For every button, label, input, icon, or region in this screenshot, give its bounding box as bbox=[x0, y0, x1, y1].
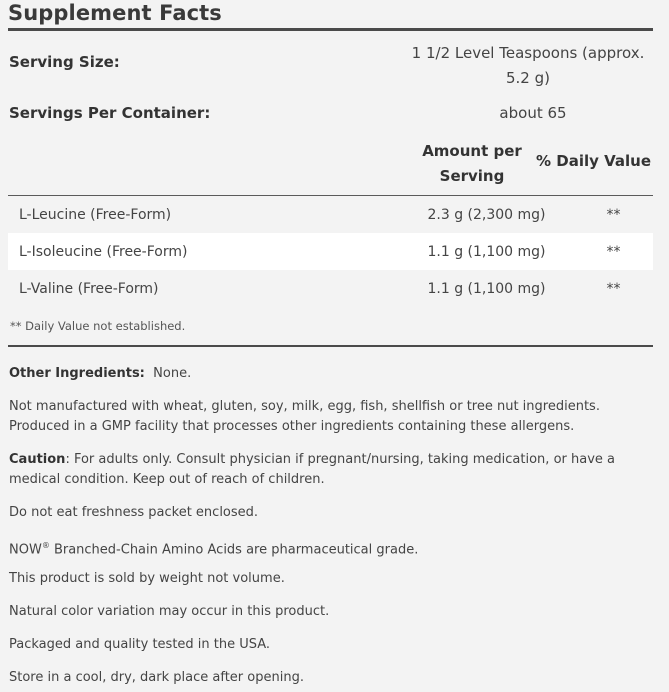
nutrient-amount: 1.1 g (1,100 mg) bbox=[399, 233, 574, 270]
grade-statement bbox=[9, 536, 649, 560]
amount-per-serving-header: Amount per Serving bbox=[422, 142, 522, 185]
bottom-rule bbox=[8, 345, 653, 347]
nutrient-amount: 1.1 g (1,100 mg) bbox=[427, 280, 546, 297]
brand-name: NOW bbox=[9, 542, 42, 558]
table-row bbox=[8, 233, 653, 270]
table-row bbox=[8, 270, 653, 307]
nutrient-table bbox=[8, 196, 653, 307]
footnote-row bbox=[8, 307, 653, 345]
nutrient-name: L-Leucine (Free-Form) bbox=[19, 206, 172, 223]
footnote: ** Daily Value not established. bbox=[10, 319, 186, 333]
nutrient-amount: 2.3 g (2,300 mg) bbox=[427, 206, 546, 223]
serving-size-value: 1 1/2 Level Teaspoons (approx. 5.2 g) bbox=[411, 44, 645, 87]
weight-statement: This product is sold by weight not volume. bbox=[9, 571, 285, 586]
other-ingredients-label: Other Ingredients: bbox=[9, 366, 145, 381]
nutrient-daily-value: ** bbox=[574, 233, 653, 270]
supplement-facts-panel bbox=[8, 0, 653, 347]
registered-mark: ® bbox=[41, 541, 50, 550]
allergen-statement: Not manufactured with wheat, gluten, soy, milk, egg, fish, shellfish or tree nut ingredients. Produced in a GMP facility that processes other ingredients containing these allergens. bbox=[9, 399, 600, 434]
freshness-statement: Do not eat freshness packet enclosed. bbox=[9, 505, 259, 520]
caution-text: : For adults only. Consult physician if pregnant/nursing, taking medication, or have a medical condition. Keep out of reach of children. bbox=[9, 452, 615, 487]
other-ingredients-text: None. bbox=[153, 366, 192, 381]
servings-per-container-label: Servings Per Container: bbox=[9, 104, 211, 122]
serving-size-row bbox=[8, 31, 653, 131]
serving-size-label: Serving Size: bbox=[9, 53, 120, 71]
packaged-statement: Packaged and quality tested in the USA. bbox=[9, 637, 271, 652]
caution-statement bbox=[9, 450, 649, 490]
daily-value-header: % Daily Value bbox=[536, 152, 652, 170]
nutrient-name: L-Valine (Free-Form) bbox=[19, 280, 159, 297]
caution-label: Caution bbox=[9, 452, 66, 467]
color-statement: Natural color variation may occur in this product. bbox=[9, 604, 330, 619]
nutrient-daily-value: ** bbox=[606, 280, 621, 297]
column-header-row bbox=[8, 131, 653, 195]
panel-title: Supplement Facts bbox=[8, 1, 222, 25]
table-row bbox=[8, 196, 653, 233]
grade-text: Branched-Chain Amino Acids are pharmaceutical grade. bbox=[49, 542, 419, 558]
other-ingredients bbox=[9, 364, 649, 384]
servings-per-container-value: about 65 bbox=[499, 104, 567, 122]
storage-statement: Store in a cool, dry, dark place after opening. bbox=[9, 670, 304, 685]
nutrient-daily-value: ** bbox=[606, 206, 621, 223]
nutrient-name: L-Isoleucine (Free-Form) bbox=[8, 233, 399, 270]
